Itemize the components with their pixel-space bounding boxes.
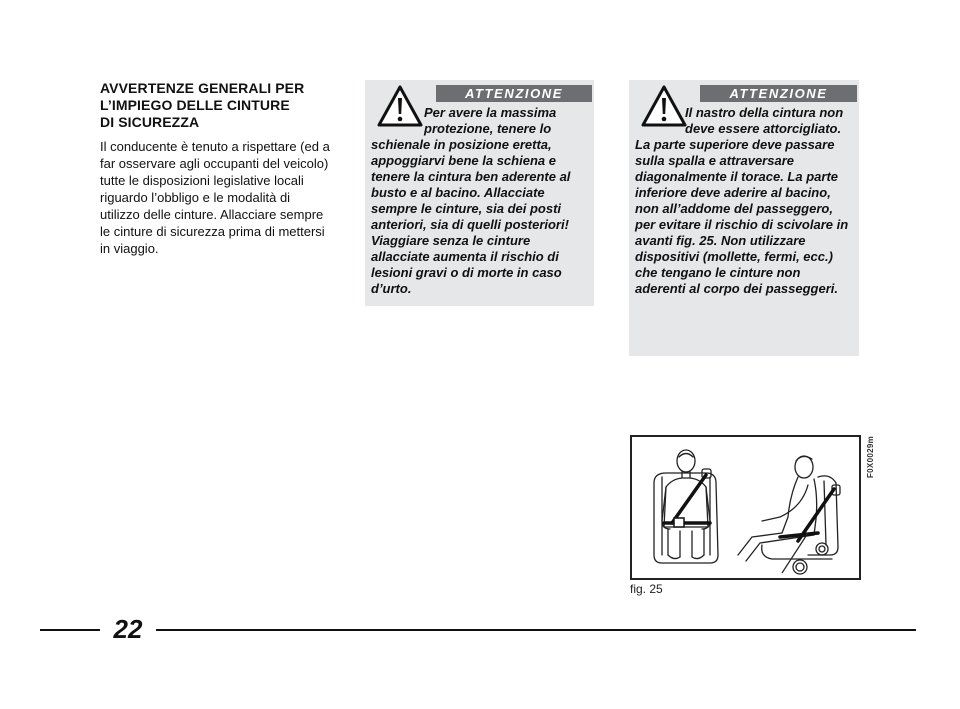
warning-box-1	[365, 80, 594, 306]
figure-caption: fig. 25	[630, 582, 663, 596]
page-number: 22	[113, 614, 143, 644]
footer-rule-left	[40, 629, 100, 631]
warning-text-content: Per avere la massima protezione, tenere lo schienale in posizione eretta, appoggiarvi bene la schiena e tenere la cintura ben aderente al busto e al bacino. Allacciate sempre le cinture, sia dei posti anteriori, sia di quelli posteriori! Viaggiare senza le cinture allacciate aumenta il rischio di lesioni gravi o di morte in caso d’urto.	[371, 105, 571, 296]
seatbelt-illustration	[632, 437, 859, 578]
warning-header: ATTENZIONE	[700, 85, 857, 102]
general-body-text: Il conducente è tenuto a rispettare (ed a far osservare agli occupanti del veicolo) tutte le disposizioni legislative locali riguardo l’obbligo e le modalità di utilizzo delle cinture. Allacciare sempre le cinture di sicurezza prima di mettersi in viaggio.	[100, 139, 330, 256]
figure-code: F0X0029m	[866, 436, 875, 478]
warning-text	[629, 105, 859, 297]
warning-header: ATTENZIONE	[436, 85, 592, 102]
warning-text	[365, 105, 594, 297]
warning-text-content: Il nastro della cintura non deve essere attorcigliato. La parte superiore deve passare sulla spalla e attraversare diagonalmente il torace. La parte inferiore deve aderire al bacino, non all’addome del passeggero, per evitare il rischio di scivolare in avanti fig. 25. Non utilizzare dispositivi (mollette, fermi, ecc.) che tengano le cinture non aderenti al corpo dei passeggeri.	[635, 105, 849, 296]
section-heading: AVVERTENZE GENERALI PER L’IMPIEGO DELLE CINTURE DI SICUREZZA	[100, 80, 305, 130]
footer-rule-right	[156, 629, 916, 631]
warning-box-2	[629, 80, 859, 356]
seatbelt-figure	[630, 435, 861, 580]
